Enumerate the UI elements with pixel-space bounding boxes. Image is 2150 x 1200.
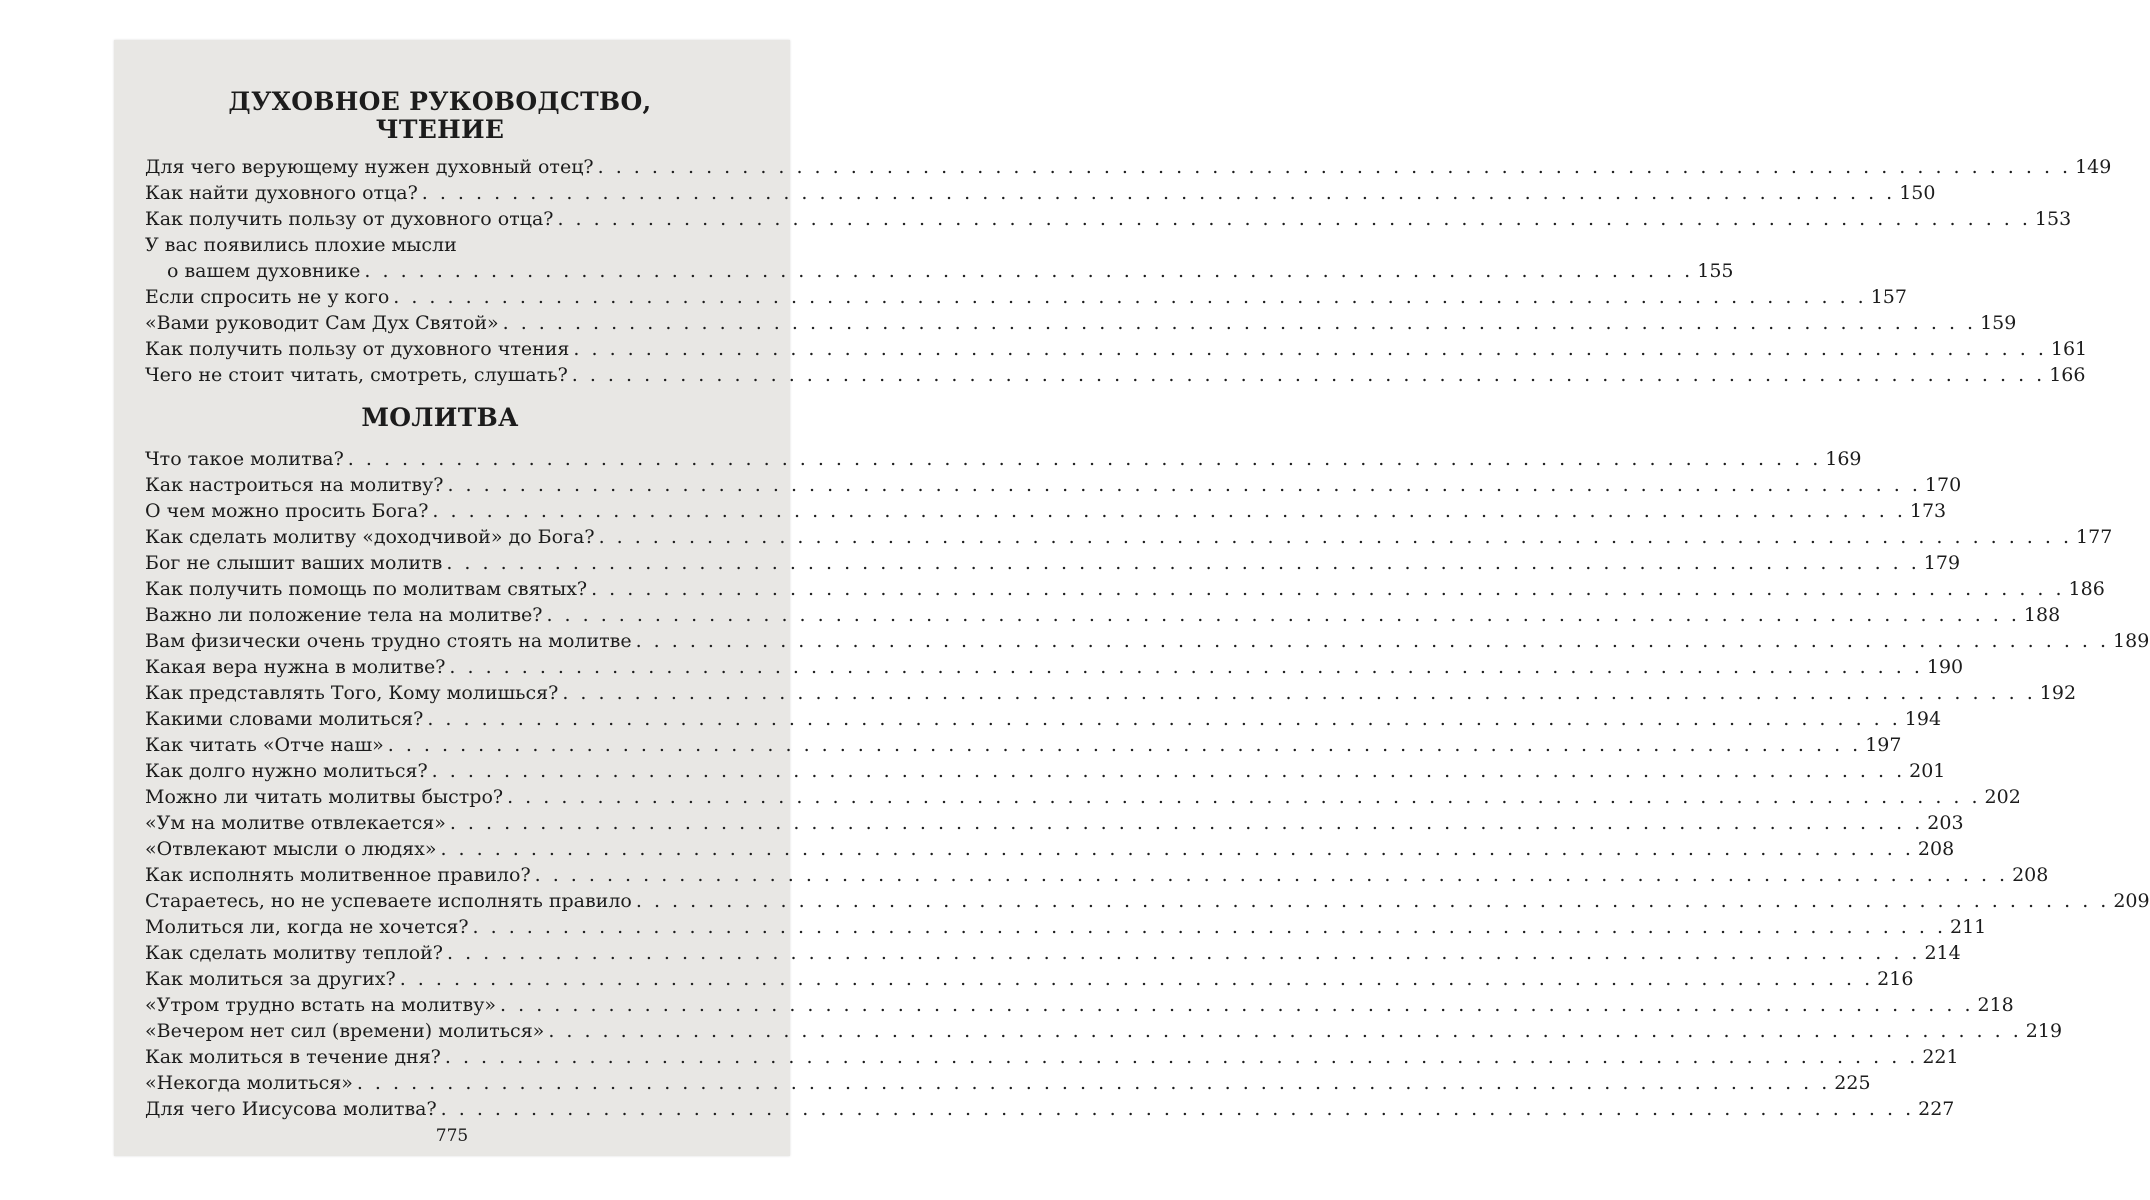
- dot-leader: [427, 706, 1900, 732]
- dot-leader: [449, 654, 1922, 680]
- dot-leader: [503, 310, 1976, 336]
- heading-line: ДУХОВНОЕ РУКОВОДСТВО,: [228, 87, 652, 116]
- toc-entry-title: Бог не слышит ваших молитв: [145, 552, 443, 574]
- toc-entry-page: 169: [1825, 448, 1862, 470]
- toc-entry-title: У вас появились плохие мысли: [145, 234, 457, 256]
- toc-entry-page: 153: [2034, 208, 2072, 230]
- toc-entry[interactable]: [145, 1096, 1955, 1122]
- toc-entry[interactable]: [145, 966, 1914, 992]
- toc-entry[interactable]: [145, 446, 1862, 472]
- toc-entry-title: Важно ли положение тела на молитве?: [145, 604, 543, 626]
- dot-leader: [357, 1070, 1830, 1096]
- dot-leader: [441, 1096, 1914, 1122]
- toc-entry[interactable]: [145, 732, 1902, 758]
- toc-list-spiritual-guidance: [145, 154, 2112, 388]
- toc-entry-title: Как настроиться на молитву?: [145, 474, 444, 496]
- dot-leader: [535, 862, 2008, 888]
- toc-entry-page: 214: [1924, 942, 1961, 964]
- toc-entry-title: «Утром трудно встать на молитву»: [145, 994, 497, 1016]
- dot-leader: [562, 680, 2035, 706]
- toc-entry[interactable]: [145, 654, 1964, 680]
- toc-entry[interactable]: [145, 232, 1734, 284]
- toc-entry-title-cont: о вашем духовнике: [167, 260, 361, 282]
- toc-entry-page: 189: [2113, 630, 2150, 652]
- toc-entry-title: О чем можно просить Бога?: [145, 500, 429, 522]
- toc-entry[interactable]: [145, 154, 2112, 180]
- dot-leader: [388, 732, 1861, 758]
- toc-entry-title: «Вечером нет сил (времени) молиться»: [145, 1020, 545, 1042]
- toc-entry[interactable]: [145, 862, 2049, 888]
- toc-entry[interactable]: [145, 888, 2150, 914]
- toc-entry-page: 190: [1926, 656, 1964, 678]
- toc-entry[interactable]: [145, 602, 2061, 628]
- toc-entry-page: 186: [2068, 578, 2105, 600]
- toc-entry-page: 173: [1909, 500, 1947, 522]
- toc-entry-page: 227: [1918, 1098, 1955, 1120]
- toc-entry[interactable]: [145, 940, 1961, 966]
- toc-entry-title: Молиться ли, когда не хочется?: [145, 916, 469, 938]
- toc-entry-title: Как читать «Отче наш»: [145, 734, 384, 756]
- toc-entry-title: Как получить помощь по молитвам святых?: [145, 578, 588, 600]
- section-heading-spiritual-guidance: [145, 88, 735, 144]
- page-number: 775: [435, 1126, 469, 1146]
- toc-entry-title: Чего не стоит читать, смотреть, слушать?: [145, 364, 568, 386]
- dot-leader: [636, 628, 2109, 654]
- toc-entry[interactable]: [145, 836, 1955, 862]
- toc-entry-page: 192: [2039, 682, 2077, 704]
- dot-leader: [598, 154, 2071, 180]
- toc-entry-title: Какими словами молиться?: [145, 708, 424, 730]
- toc-entry[interactable]: [145, 1070, 1871, 1096]
- toc-entry-title: Можно ли читать молитвы быстро?: [145, 786, 504, 808]
- toc-entry-page: 218: [1977, 994, 2014, 1016]
- dot-leader: [440, 836, 1913, 862]
- book-page: [114, 40, 2150, 1156]
- toc-entry[interactable]: [145, 1018, 2063, 1044]
- toc-entry[interactable]: [145, 784, 2021, 810]
- toc-entry[interactable]: [145, 992, 2014, 1018]
- dot-leader: [364, 258, 1693, 284]
- toc-entry-title: «Ум на молитве отвлекается»: [145, 812, 446, 834]
- toc-entry-page: 179: [1923, 552, 1961, 574]
- toc-entry-page: 159: [1980, 312, 2017, 334]
- toc-entry-title: Для чего верующему нужен духовный отец?: [145, 156, 594, 178]
- toc-entry[interactable]: [145, 284, 1907, 310]
- toc-entry-title: Как представлять Того, Кому молишься?: [145, 682, 559, 704]
- dot-leader: [400, 966, 1873, 992]
- dot-leader: [447, 940, 1920, 966]
- toc-entry-title: Если спросить не у кого: [145, 286, 390, 308]
- toc-entry-page: 197: [1865, 734, 1902, 756]
- toc-entry[interactable]: [145, 524, 2113, 550]
- section-heading-prayer: МОЛИТВА: [361, 403, 519, 432]
- toc-entry-title: Для чего Иисусова молитва?: [145, 1098, 437, 1120]
- toc-entry[interactable]: [145, 206, 2072, 232]
- toc-entry-page: 209: [2113, 890, 2150, 912]
- dot-leader: [450, 810, 1923, 836]
- toc-entry-page: 221: [1922, 1046, 1959, 1068]
- dot-leader: [432, 498, 1905, 524]
- toc-entry[interactable]: [145, 498, 1947, 524]
- dot-leader: [393, 284, 1866, 310]
- dot-leader: [599, 524, 2072, 550]
- dot-leader: [432, 758, 1905, 784]
- dot-leader: [447, 472, 1920, 498]
- toc-entry-title: Как исполнять молитвенное правило?: [145, 864, 531, 886]
- toc-entry[interactable]: [145, 706, 1942, 732]
- toc-entry[interactable]: [145, 628, 2150, 654]
- toc-entry-page: 208: [2012, 864, 2049, 886]
- toc-entry[interactable]: [145, 576, 2105, 602]
- toc-entry[interactable]: [145, 472, 1962, 498]
- dot-leader: [507, 784, 1980, 810]
- toc-entry-page: 203: [1927, 812, 1964, 834]
- toc-entry-page: 188: [2023, 604, 2061, 626]
- toc-entry-title: «Вами руководит Сам Дух Святой»: [145, 312, 499, 334]
- toc-entry-title: Как получить пользу от духовного чтения: [145, 338, 570, 360]
- dot-leader: [636, 888, 2109, 914]
- toc-entry-title: Какая вера нужна в молитве?: [145, 656, 446, 678]
- toc-entry[interactable]: [145, 810, 1964, 836]
- toc-list-prayer: [145, 446, 2150, 1122]
- toc-entry-title: Как сделать молитву «доходчивой» до Бога?: [145, 526, 595, 548]
- dot-leader: [572, 362, 2045, 388]
- toc-entry-title: Как найти духовного отца?: [145, 182, 418, 204]
- toc-entry[interactable]: [145, 550, 1961, 576]
- toc-entry-title: «Отвлекают мысли о людях»: [145, 838, 437, 860]
- toc-entry-title: Что такое молитва?: [145, 448, 344, 470]
- toc-entry-page: 219: [2025, 1020, 2063, 1042]
- toc-entry-title: Вам физически очень трудно стоять на молитве: [145, 630, 632, 652]
- toc-entry[interactable]: [145, 1044, 1959, 1070]
- toc-entry-title: Как сделать молитву теплой?: [145, 942, 443, 964]
- toc-entry[interactable]: [145, 914, 1987, 940]
- dot-leader: [446, 550, 1919, 576]
- toc-entry-title: Как молиться за других?: [145, 968, 396, 990]
- heading-line: ЧТЕНИЕ: [375, 115, 505, 144]
- toc-entry[interactable]: [145, 680, 2077, 706]
- dot-leader: [348, 446, 1821, 472]
- dot-leader: [445, 1044, 1918, 1070]
- toc-entry-page: 149: [2075, 156, 2112, 178]
- toc-entry-page: 177: [2076, 526, 2113, 548]
- toc-entry[interactable]: [145, 362, 2086, 388]
- dot-leader: [546, 602, 2019, 628]
- dot-leader: [500, 992, 1973, 1018]
- dot-leader: [548, 1018, 2021, 1044]
- toc-entry-page: 157: [1870, 286, 1907, 308]
- toc-entry-title: Как получить пользу от духовного отца?: [145, 208, 554, 230]
- toc-entry-page: 201: [1909, 760, 1946, 782]
- toc-entry-page: 166: [2049, 364, 2086, 386]
- dot-leader: [591, 576, 2064, 602]
- toc-entry-page: 150: [1899, 182, 1936, 204]
- table-of-contents: [145, 87, 2150, 1122]
- toc-entry-title: Как долго нужно молиться?: [145, 760, 428, 782]
- toc-entry-page: 208: [1917, 838, 1955, 860]
- toc-entry[interactable]: [145, 310, 2017, 336]
- toc-entry-continuation: [145, 258, 1734, 284]
- toc-entry-page: 202: [1984, 786, 2021, 808]
- toc-entry-page: 216: [1877, 968, 1914, 990]
- toc-entry-page: 170: [1924, 474, 1962, 496]
- toc-entry-title: Стараетесь, но не успеваете исполнять правило: [145, 890, 632, 912]
- dot-leader: [557, 206, 2030, 232]
- toc-entry-page: 194: [1904, 708, 1942, 730]
- dot-leader: [422, 180, 1895, 206]
- toc-entry[interactable]: [145, 758, 1946, 784]
- toc-entry-title: Как молиться в течение дня?: [145, 1046, 441, 1068]
- toc-entry-title: «Некогда молиться»: [145, 1072, 353, 1094]
- dot-leader: [573, 336, 2046, 362]
- toc-entry-page: 161: [2050, 338, 2088, 360]
- toc-entry[interactable]: [145, 336, 2088, 362]
- toc-entry-page: 225: [1834, 1072, 1871, 1094]
- dot-leader: [473, 914, 1946, 940]
- toc-entry-page: 155: [1697, 260, 1734, 282]
- toc-entry-page: 211: [1949, 916, 1987, 938]
- toc-entry[interactable]: [145, 180, 1936, 206]
